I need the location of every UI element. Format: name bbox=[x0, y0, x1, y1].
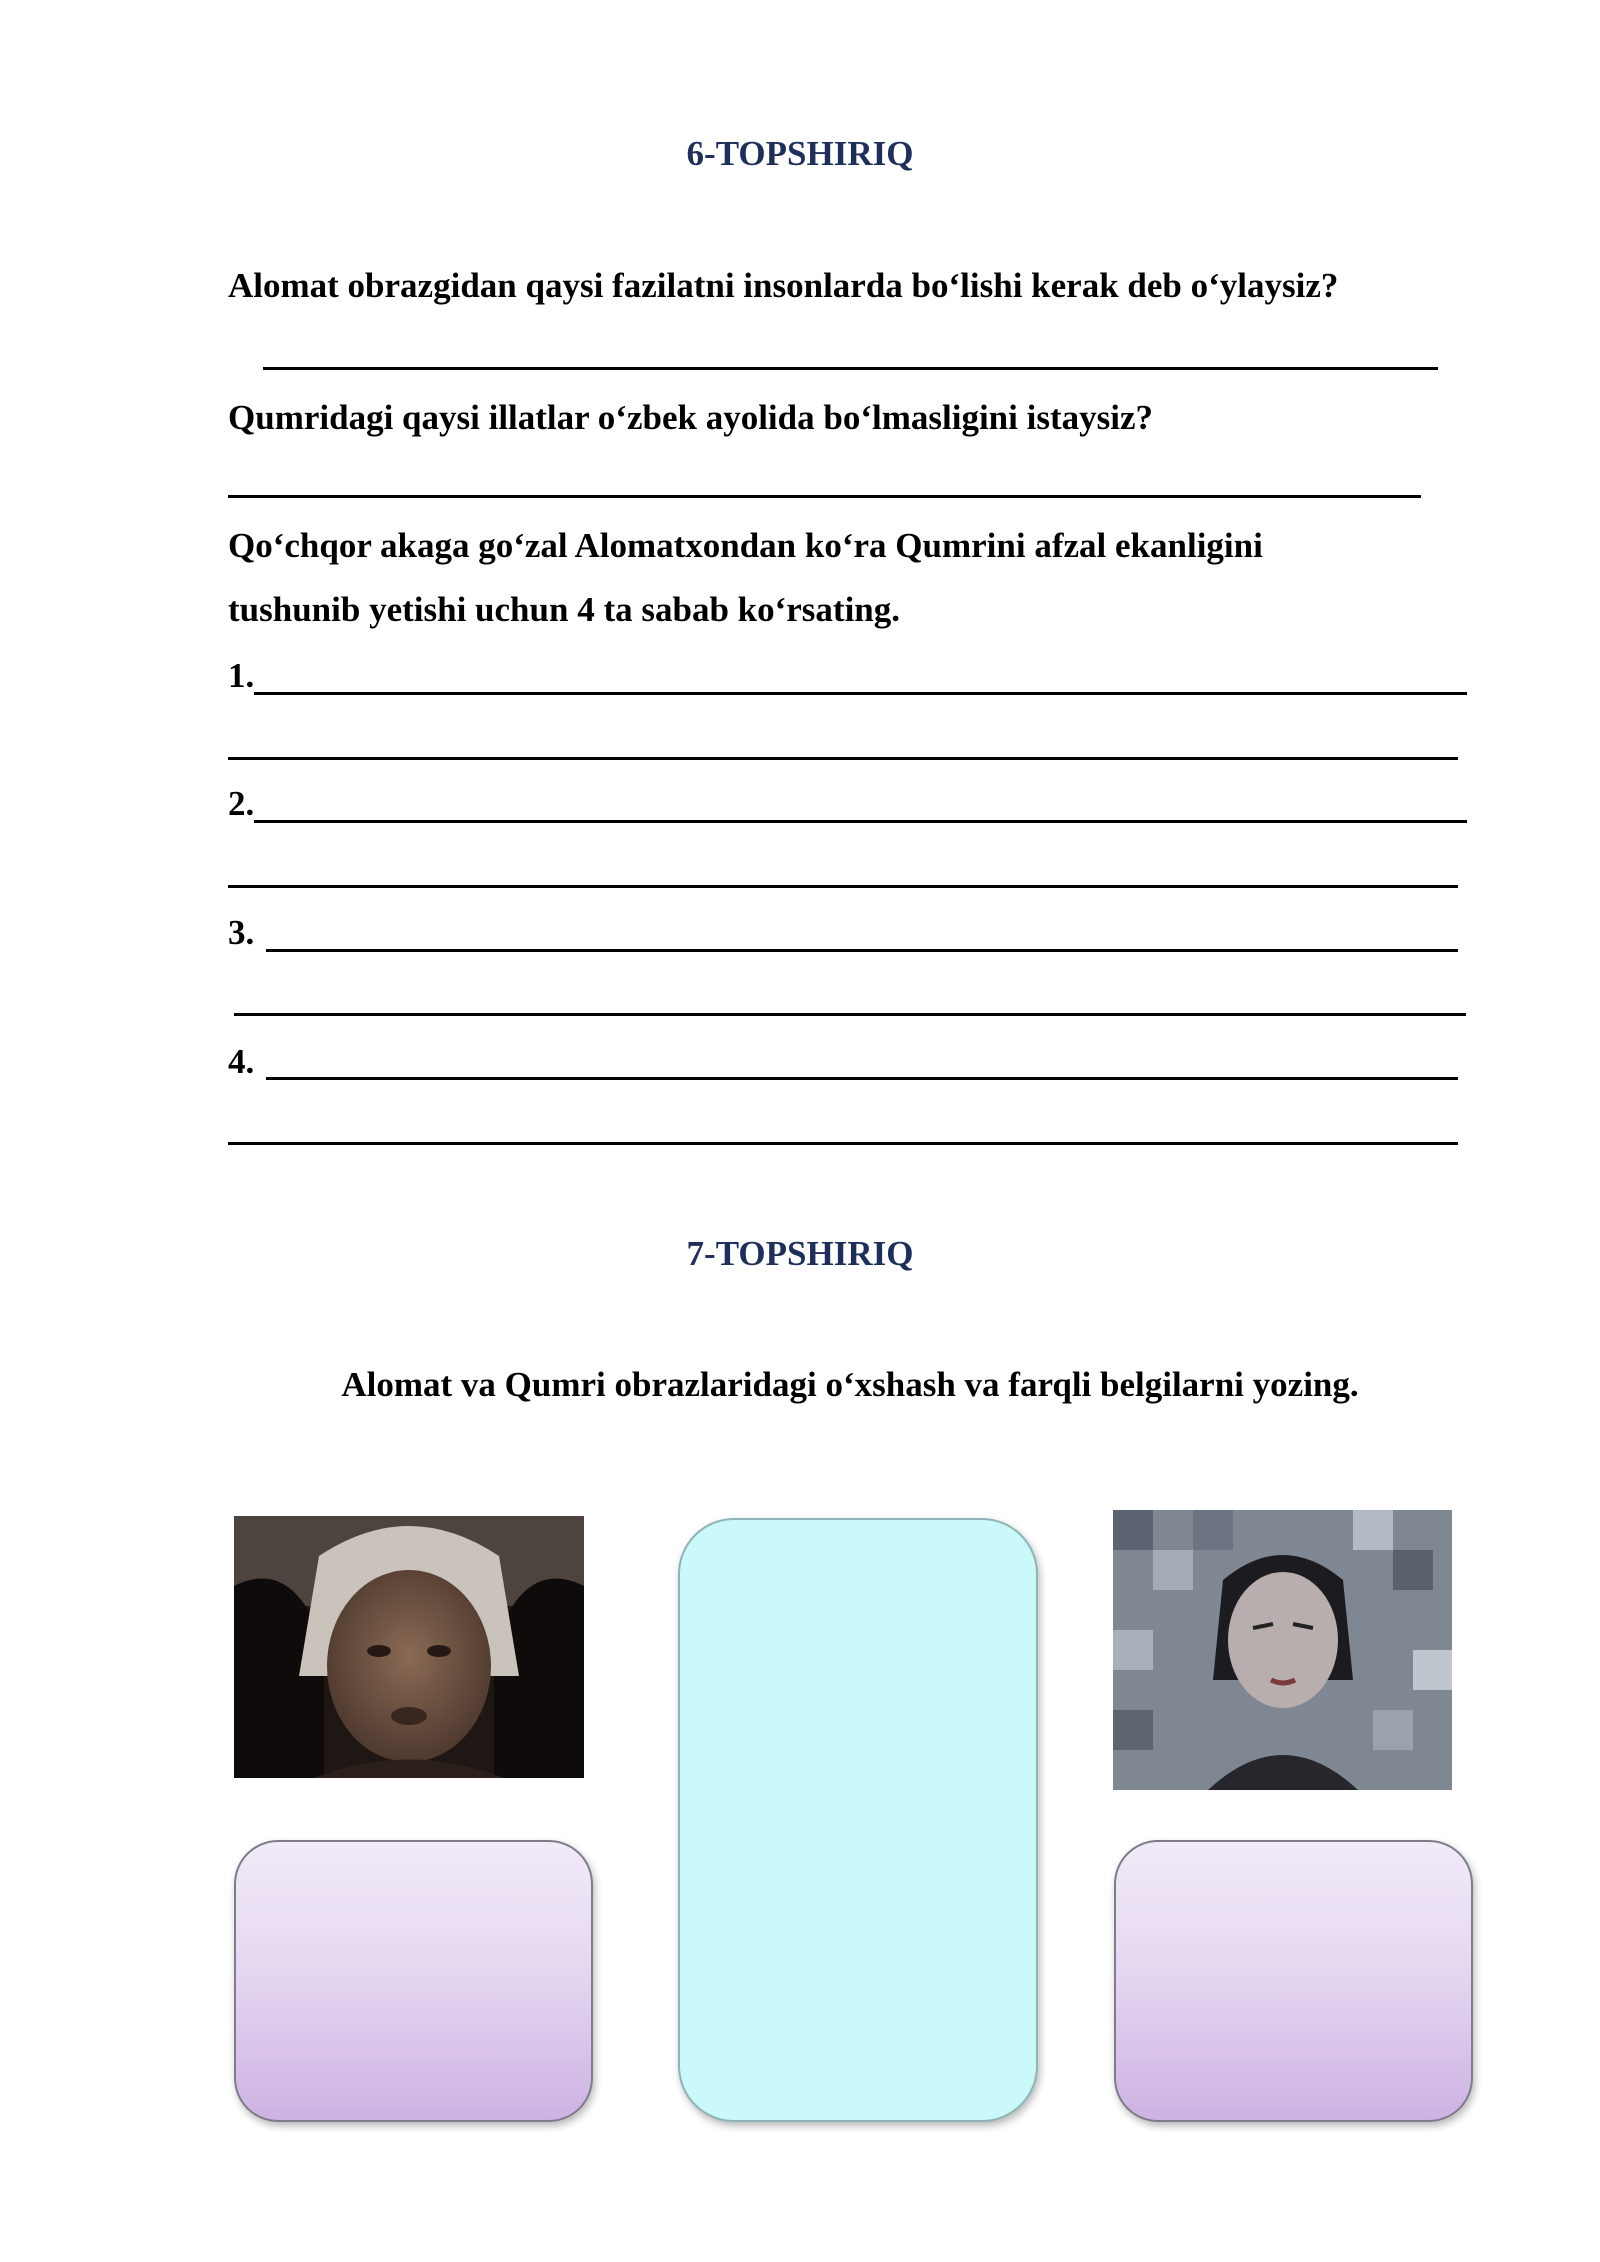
item-number-4: 4. bbox=[228, 1042, 255, 1081]
question-3-line2: tushunib yetishi uchun 4 ta sabab ko‘rsating. bbox=[228, 590, 901, 629]
question-2: Qumridagi qaysi illatlar o‘zbek ayolida bo‘lmasligini istaysiz? bbox=[228, 398, 1153, 437]
qumri-traits-box[interactable] bbox=[1114, 1840, 1473, 2122]
item-number-2: 2. bbox=[228, 784, 255, 823]
answer-line-1a[interactable] bbox=[254, 692, 1467, 695]
answer-line-1b[interactable] bbox=[228, 757, 1458, 760]
item-number-3: 3. bbox=[228, 913, 255, 952]
task7-instruction: Alomat va Qumri obrazlaridagi o‘xshash va farqli belgilarni yozing. bbox=[341, 1365, 1359, 1404]
alomat-traits-box[interactable] bbox=[234, 1840, 593, 2122]
answer-line-3a[interactable] bbox=[266, 949, 1458, 952]
answer-line-q2[interactable] bbox=[228, 495, 1421, 498]
answer-line-3b[interactable] bbox=[234, 1013, 1466, 1016]
item-number-1: 1. bbox=[228, 656, 255, 695]
answer-line-4a[interactable] bbox=[266, 1077, 1458, 1080]
qumri-photo bbox=[1113, 1510, 1452, 1790]
task6-heading: 6-TOPSHIRIQ bbox=[686, 134, 914, 173]
answer-line-2b[interactable] bbox=[228, 885, 1458, 888]
answer-line-q1[interactable] bbox=[263, 367, 1438, 370]
common-traits-box[interactable] bbox=[678, 1518, 1038, 2122]
question-3-line1: Qo‘chqor akaga go‘zal Alomatxondan ko‘ra Qumrini afzal ekanligini bbox=[228, 526, 1263, 565]
question-1: Alomat obrazgidan qaysi fazilatni insonlarda bo‘lishi kerak deb o‘ylaysiz? bbox=[228, 266, 1339, 305]
answer-line-2a[interactable] bbox=[254, 820, 1467, 823]
task7-heading: 7-TOPSHIRIQ bbox=[686, 1234, 914, 1273]
alomat-photo bbox=[234, 1516, 584, 1778]
answer-line-4b[interactable] bbox=[228, 1142, 1458, 1145]
